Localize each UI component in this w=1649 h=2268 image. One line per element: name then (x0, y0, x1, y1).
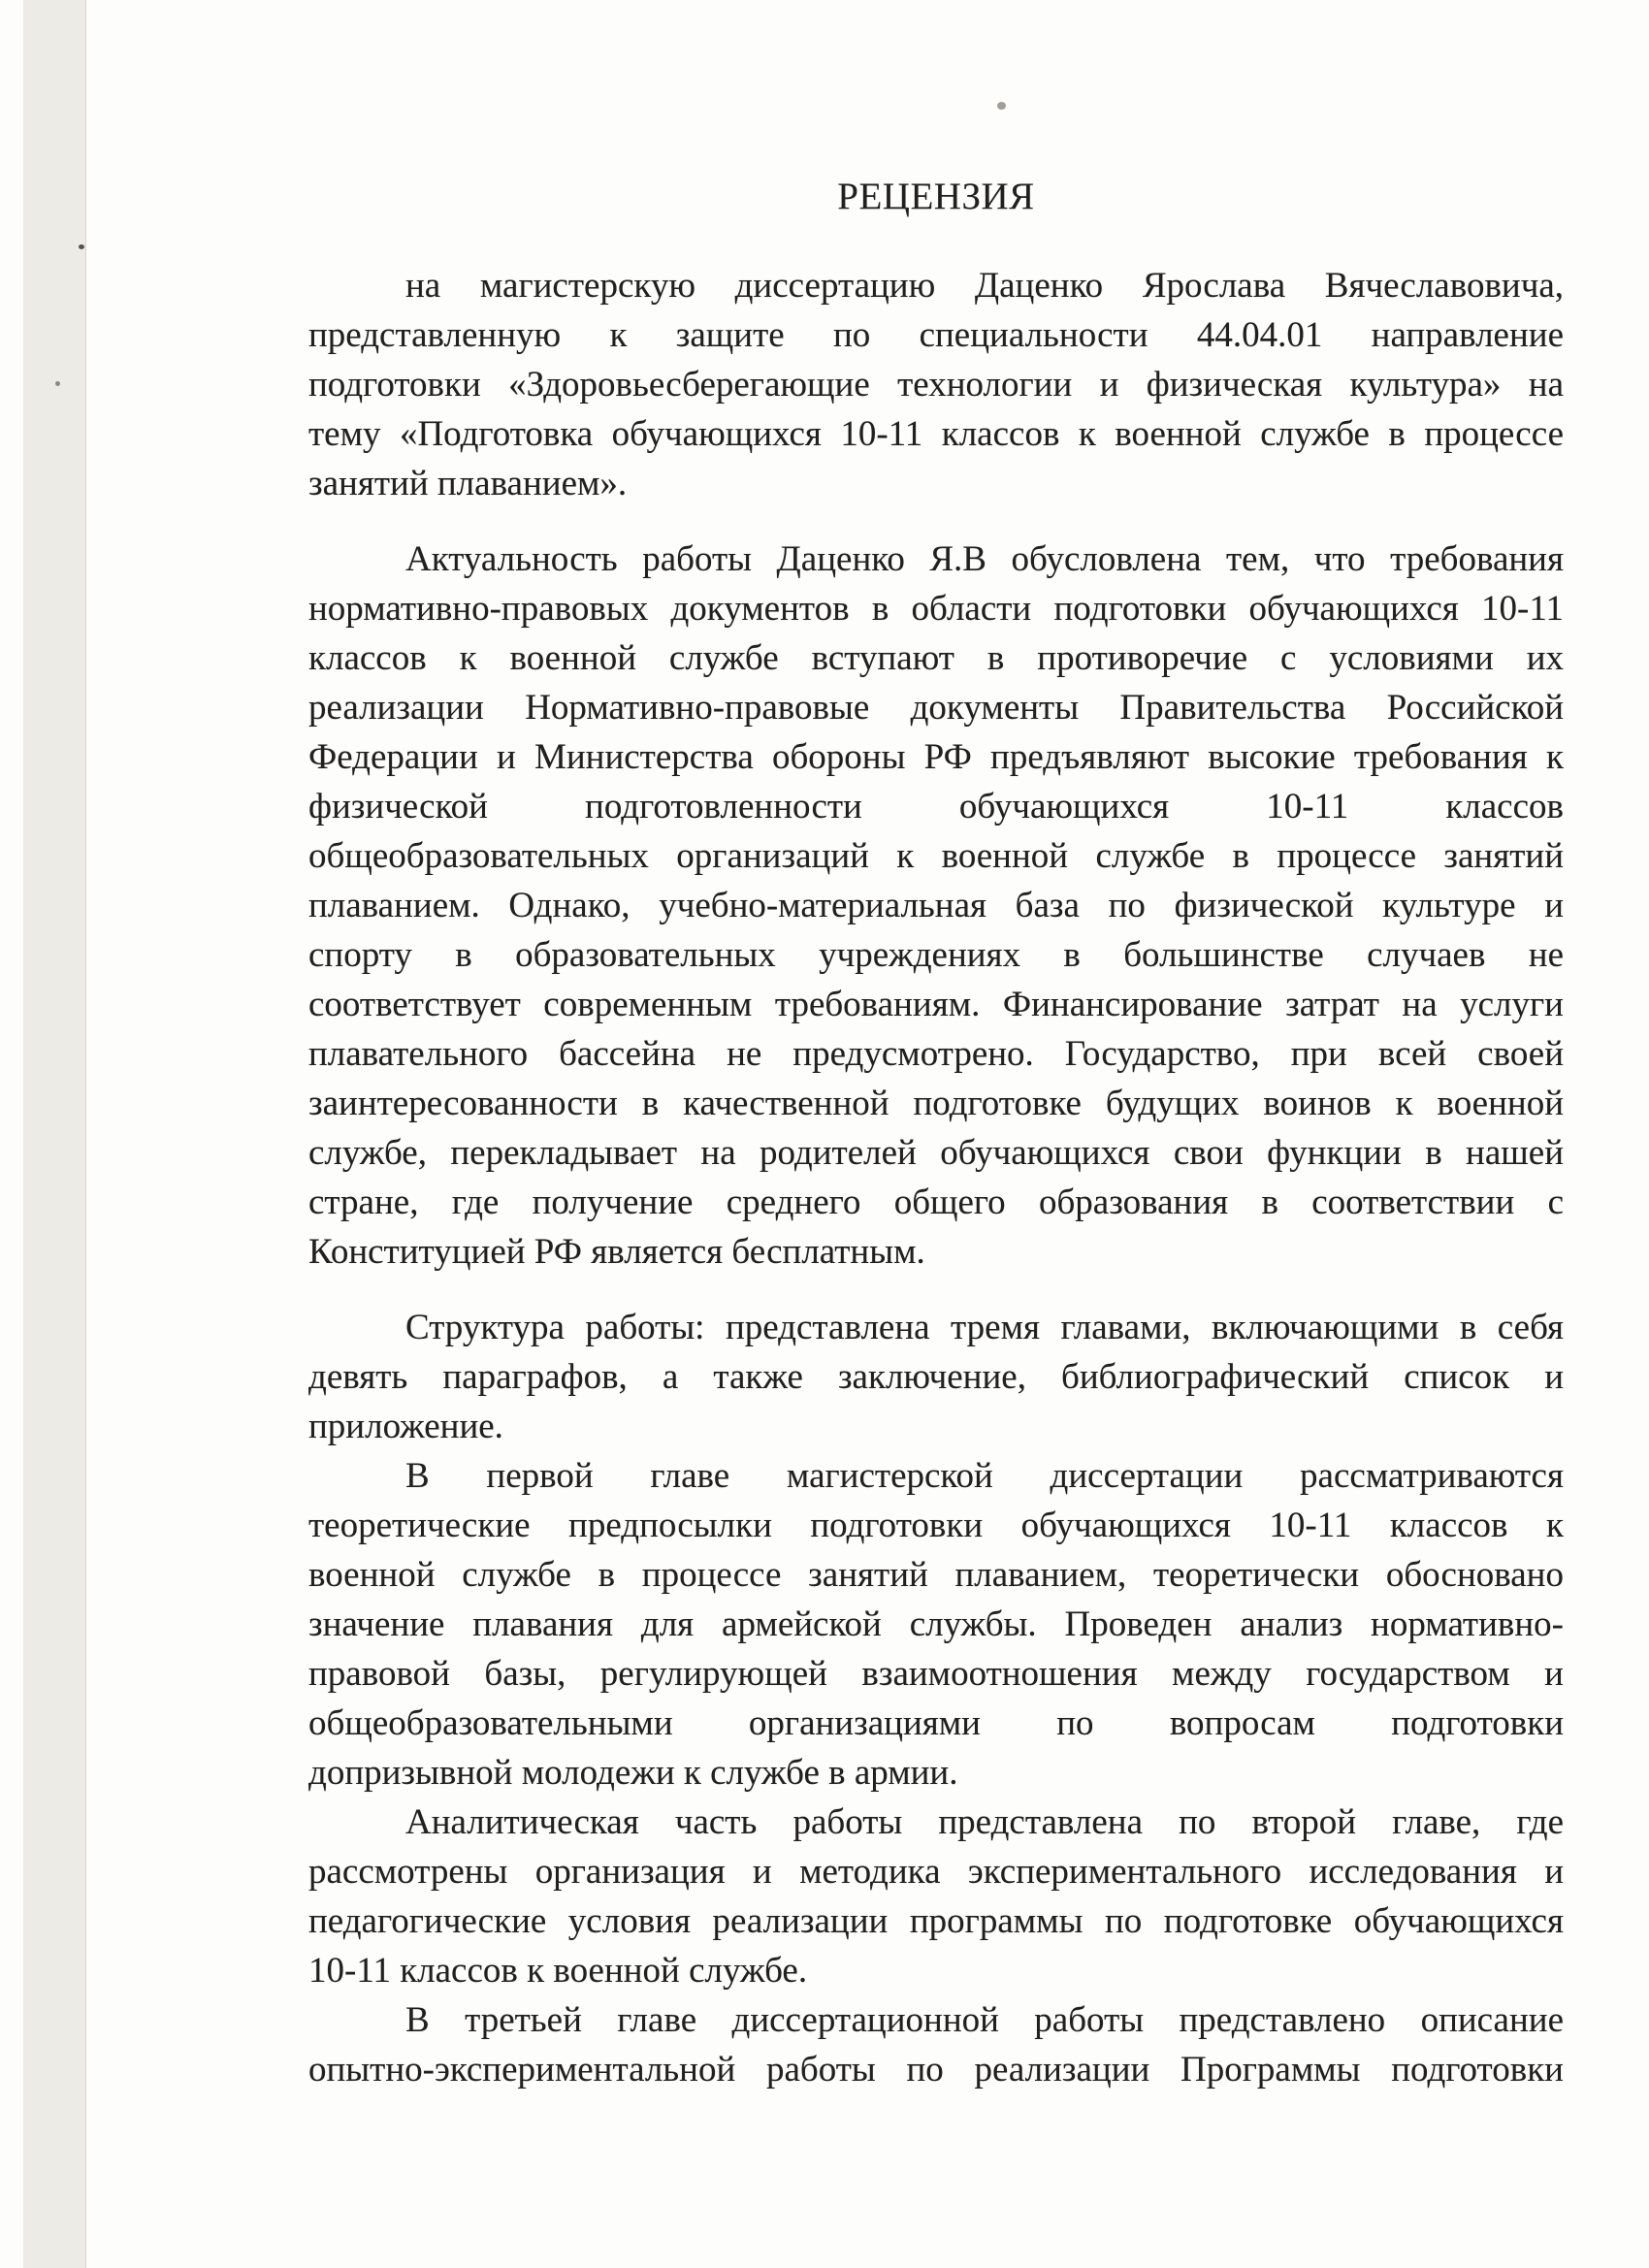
text-line: тему «Подготовка обучающихся 10-11 классов к военной службе в процессе (308, 414, 1564, 454)
text-line: педагогические условия реализации программы по подготовке обучающихся (308, 1901, 1564, 1941)
text-line: рассмотрены организация и методика экспериментального исследования и (308, 1852, 1564, 1892)
text-line: военной службе в процессе занятий плаванием, теоретически обосновано (308, 1555, 1564, 1595)
paragraph-intro (308, 261, 1564, 508)
text-line: опытно-экспериментальной работы по реализации Программы подготовки (308, 2050, 1564, 2090)
text-line: Актуальность работы Даценко Я.В обусловлена тем, что требования (405, 539, 1564, 579)
text-line: правовой базы, регулирующей взаимоотношения между государством и (308, 1654, 1564, 1694)
text-line: нормативно-правовых документов в области подготовки обучающихся 10-11 (308, 589, 1564, 629)
text-line: В третьей главе диссертационной работы представлено описание (405, 2000, 1564, 2040)
document-title: РЕЦЕНЗИЯ (837, 176, 1035, 217)
text-line: Конституцией РФ является бесплатным. (308, 1232, 925, 1272)
text-line: Структура работы: представлена тремя главами, включающими в себя (405, 1308, 1564, 1347)
text-line: плаванием. Однако, учебно-материальная база по физической культуре и (308, 886, 1564, 925)
text-line: представленную к защите по специальности 44.04.01 направление (308, 315, 1564, 355)
text-line: В первой главе магистерской диссертации рассматриваются (405, 1456, 1564, 1496)
text-line: общеобразовательных организаций к военной службе в процессе занятий (308, 836, 1564, 876)
text-line: Аналитическая часть работы представлена по второй главе, где (405, 1802, 1564, 1842)
text-line: соответствует современным требованиям. Финансирование затрат на услуги (308, 985, 1564, 1024)
paragraph-chapter-three (308, 1995, 1564, 2094)
scan-speck (79, 244, 84, 249)
paragraph-chapter-one (308, 1451, 1564, 1798)
document-content (308, 0, 1564, 2094)
text-line: спорту в образовательных учреждениях в большинстве случаев не (308, 935, 1564, 975)
text-line: 10-11 классов к военной службе. (308, 1951, 808, 1991)
text-line: реализации Нормативно-правовые документы Правительства Российской (308, 688, 1564, 728)
text-line: стране, где получение среднего общего образования в соответствии с (308, 1183, 1564, 1222)
text-line: занятий плаванием». (308, 464, 628, 503)
text-line: приложение. (308, 1407, 503, 1446)
text-line: подготовки «Здоровьесберегающие технологии и физическая культура» на (308, 365, 1564, 405)
text-line: на магистерскую диссертацию Даценко Ярослава Вячеславовича, (405, 266, 1564, 306)
paragraph-relevance (308, 535, 1564, 1277)
text-line: заинтересованности в качественной подготовке будущих воинов к военной (308, 1084, 1564, 1123)
text-line: значение плавания для армейской службы. Проведен анализ нормативно- (308, 1604, 1564, 1644)
text-line: теоретические предпосылки подготовки обучающихся 10-11 классов к (308, 1506, 1564, 1545)
paragraph-structure (308, 1303, 1564, 1451)
text-line: физической подготовленности обучающихся 10-11 классов (308, 787, 1564, 826)
text-line: плавательного бассейна не предусмотрено. Государство, при всей своей (308, 1034, 1564, 1074)
scan-edge-band (23, 0, 86, 2268)
text-line: классов к военной службе вступают в противоречие с условиями их (308, 638, 1564, 678)
scan-speck (55, 381, 60, 386)
text-line: службе, перекладывает на родителей обучающихся свои функции в нашей (308, 1133, 1564, 1173)
text-line: Федерации и Министерства обороны РФ предъявляют высокие требования к (308, 737, 1564, 777)
text-line: общеобразовательными организациями по вопросам подготовки (308, 1703, 1564, 1743)
paragraph-chapter-two (308, 1798, 1564, 1995)
text-line: девять параграфов, а также заключение, библиографический список и (308, 1357, 1564, 1397)
text-line: допризывной молодежи к службе в армии. (308, 1753, 958, 1793)
